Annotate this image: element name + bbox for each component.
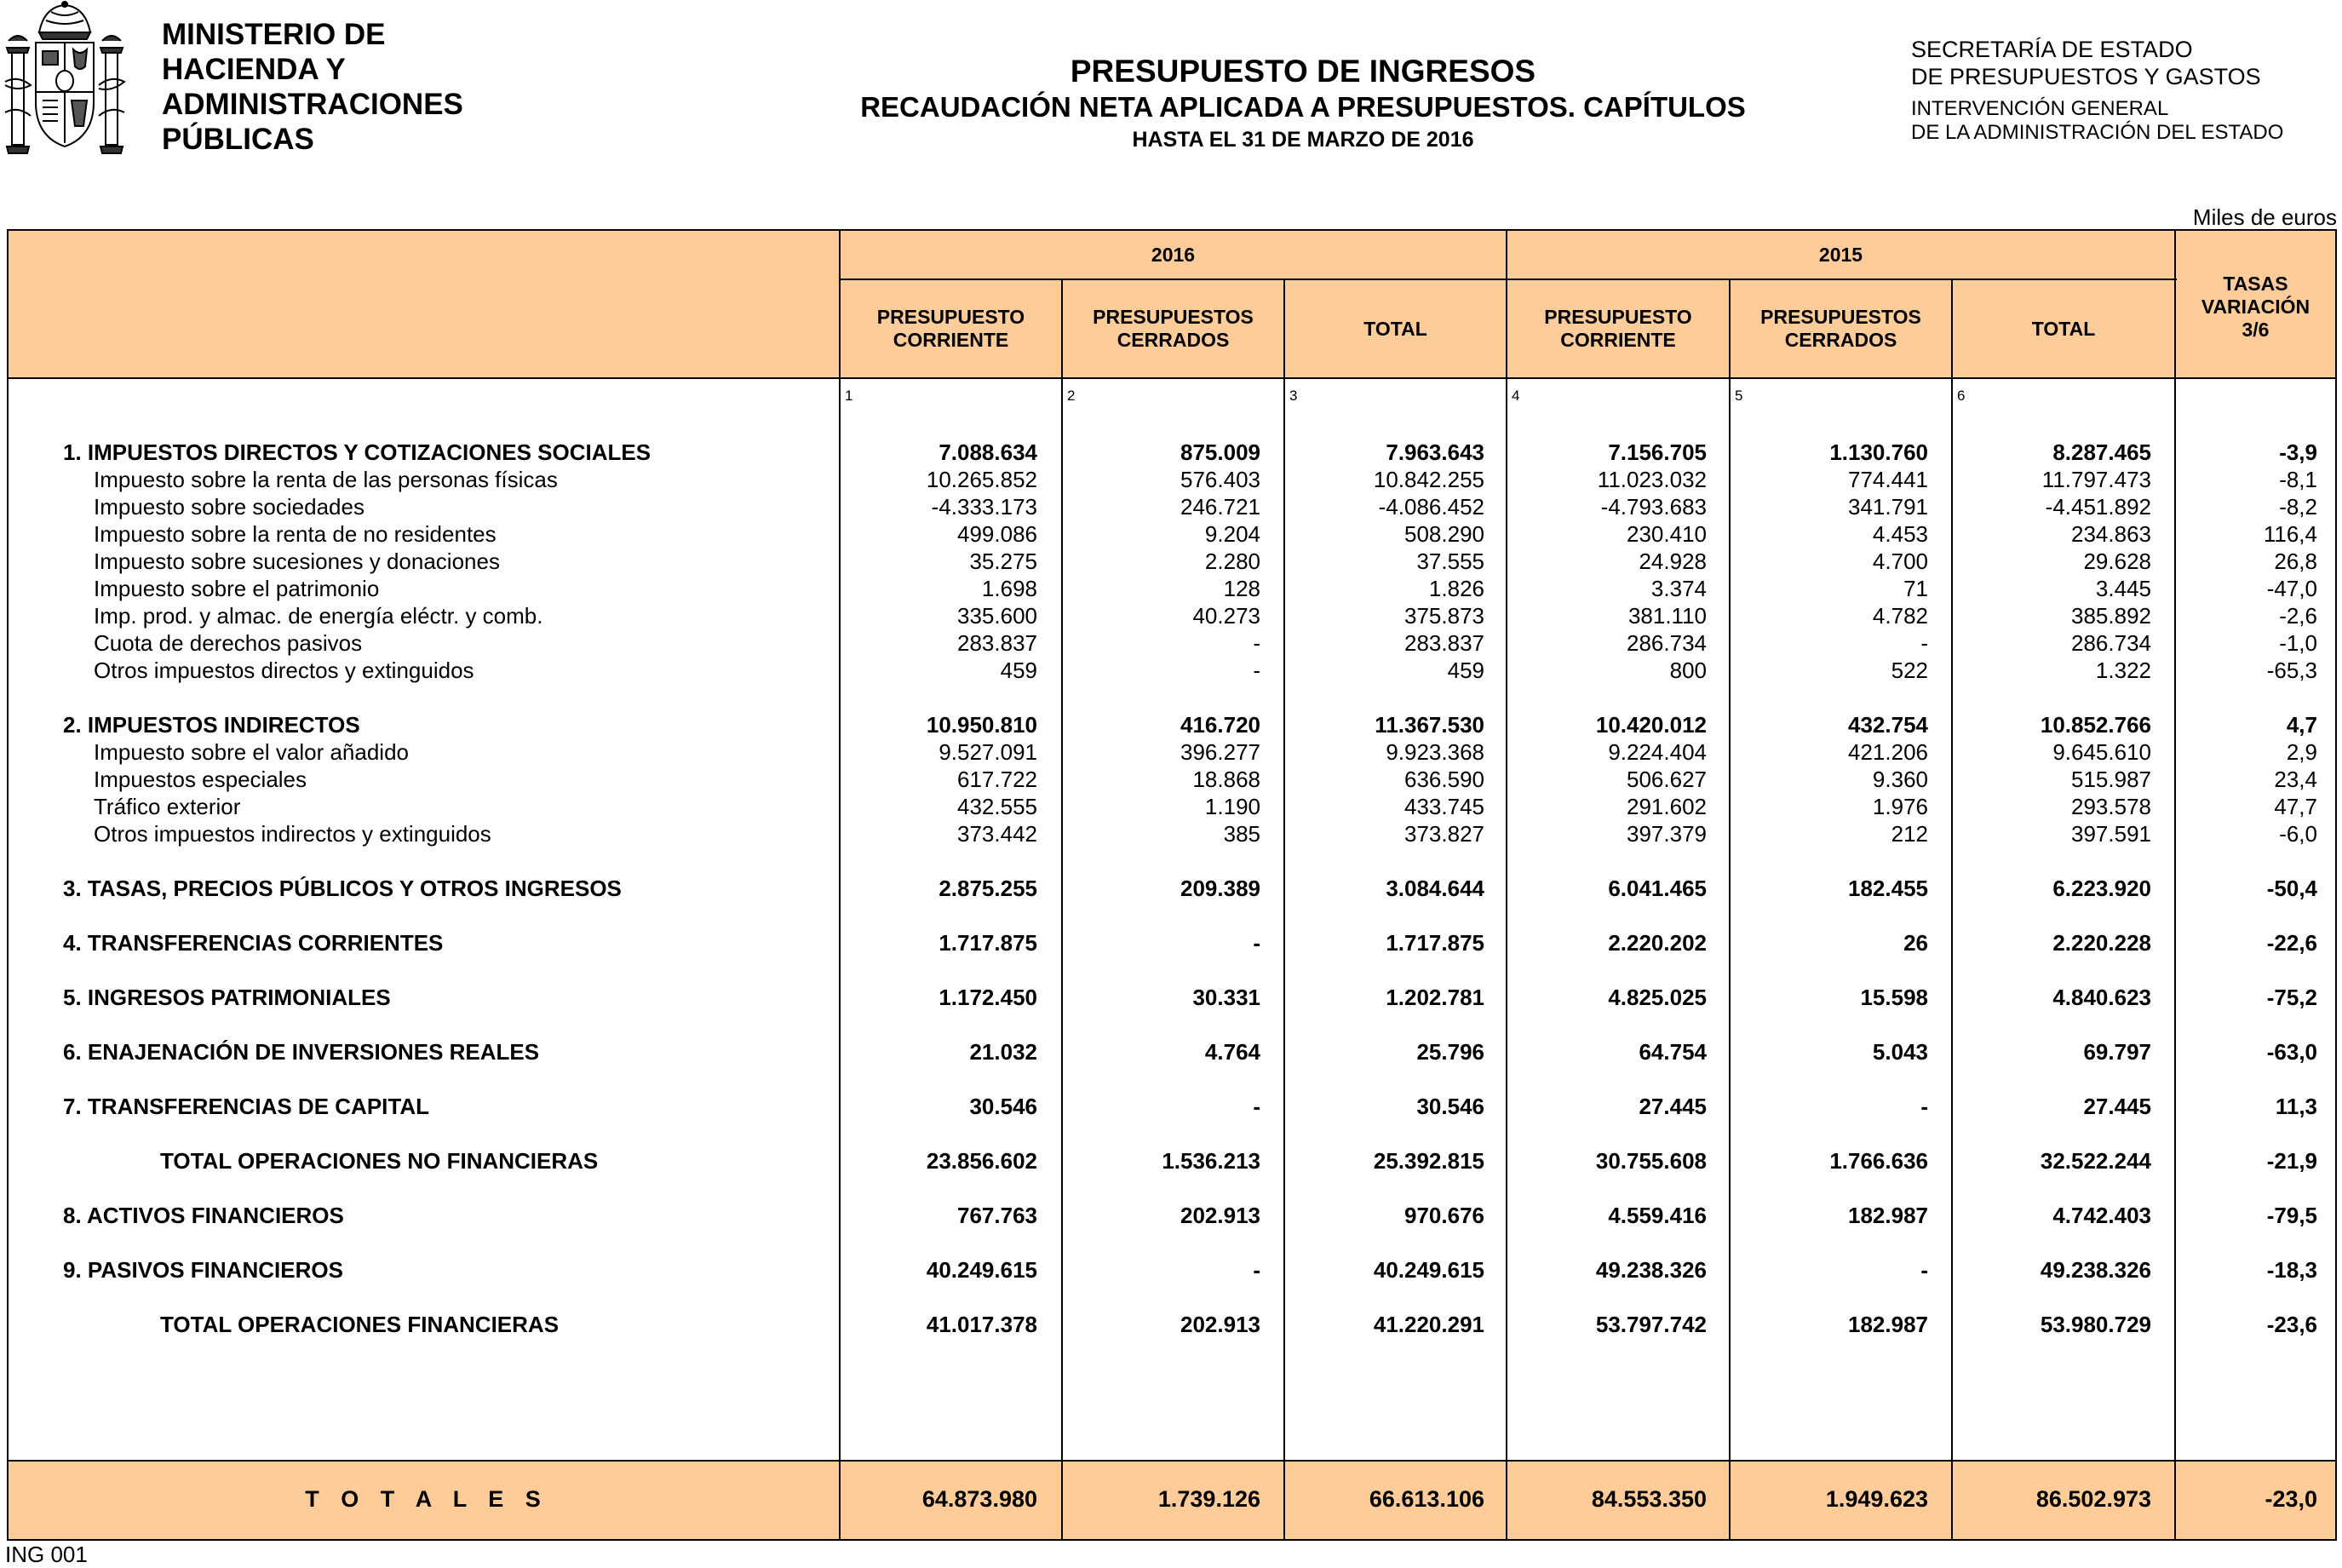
cell-value: 40.249.615	[1373, 1257, 1484, 1283]
cell-value: 385.892	[2071, 603, 2151, 629]
row-label: 8. ACTIVOS FINANCIEROS	[63, 1203, 344, 1228]
row-label: Cuota de derechos pasivos	[94, 630, 363, 656]
cell-value: 29.628	[2083, 549, 2151, 574]
cell-value: -4.086.452	[1378, 494, 1484, 520]
cell-value: 24.928	[1639, 549, 1707, 574]
column-header: PRESUPUESTOS CERRADOS	[1093, 306, 1254, 351]
cell-value: 875.009	[1180, 439, 1260, 465]
cell-value: 212	[1891, 821, 1928, 847]
cell-value: 6.041.465	[1608, 876, 1707, 901]
cell-value: 182.455	[1848, 876, 1928, 901]
document-code: ING 001	[5, 1542, 88, 1567]
column-number: 2	[1067, 388, 1076, 404]
cell-value: 335.600	[957, 603, 1037, 629]
cell-value: 234.863	[2071, 521, 2151, 547]
cell-value: -63,0	[2266, 1039, 2317, 1065]
column-header: PRESUPUESTOS CERRADOS	[1760, 306, 1921, 351]
row-label: Otros impuestos directos y extinguidos	[94, 658, 474, 683]
cell-value: 522	[1891, 658, 1928, 683]
cell-value: 1.202.781	[1386, 985, 1484, 1010]
cell-value: -	[1253, 658, 1260, 683]
secretaria-line: DE PRESUPUESTOS Y GASTOS	[1911, 64, 2261, 89]
table-row	[0, 1256, 2342, 1284]
cell-value: 970.676	[1404, 1203, 1484, 1228]
header-bottom-line	[9, 377, 2335, 379]
cell-value: 69.797	[2083, 1039, 2151, 1065]
cell-value: 25.796	[1416, 1039, 1484, 1065]
cell-value: 53.797.742	[1595, 1312, 1707, 1337]
cell-value: 49.238.326	[2040, 1257, 2151, 1283]
cell-value: 1.717.875	[1386, 930, 1484, 956]
table-row	[0, 1038, 2342, 1065]
cell-value: -22,6	[2266, 930, 2317, 956]
rate-column-header: TASAS VARIACIÓN 3/6	[2201, 272, 2310, 341]
cell-value: 397.379	[1627, 821, 1707, 847]
cell-value: 767.763	[957, 1203, 1037, 1228]
cell-value: 11,3	[2275, 1094, 2317, 1119]
row-label: 5. INGRESOS PATRIMONIALES	[63, 985, 391, 1010]
ministry-line: ADMINISTRACIONES	[162, 88, 463, 121]
table-row	[0, 1311, 2342, 1338]
cell-value: 116,4	[2263, 521, 2317, 547]
cell-value: -2,6	[2279, 603, 2317, 629]
cell-value: -6,0	[2279, 821, 2317, 847]
cell-value: 2.220.228	[2052, 930, 2151, 956]
row-label: Impuesto sobre el patrimonio	[94, 576, 380, 601]
cell-value: 1.322	[2095, 658, 2151, 683]
table-row	[0, 875, 2342, 902]
cell-value: 7.088.634	[939, 439, 1037, 465]
cell-value: 10.852.766	[2040, 712, 2151, 738]
total-value: 84.553.350	[1591, 1486, 1707, 1512]
cell-value: 293.578	[2071, 794, 2151, 819]
cell-value: 4.742.403	[2052, 1203, 2151, 1228]
row-label: 6. ENAJENACIÓN DE INVERSIONES REALES	[63, 1039, 540, 1065]
cell-value: 2,9	[2286, 739, 2317, 765]
cell-value: 4.825.025	[1608, 985, 1707, 1010]
cell-value: 71	[1903, 576, 1928, 601]
ministry-line: MINISTERIO DE	[162, 18, 386, 51]
cell-value: 1.536.213	[1162, 1148, 1260, 1174]
cell-value: 341.791	[1848, 494, 1928, 520]
cell-value: 40.273	[1192, 603, 1260, 629]
cell-value: 1.172.450	[939, 985, 1037, 1010]
cell-value: 9.204	[1204, 521, 1260, 547]
cell-value: 27.445	[1639, 1094, 1707, 1119]
totals-top-line	[9, 1460, 2335, 1462]
cell-value: 23.856.602	[926, 1148, 1037, 1174]
cell-value: 3.084.644	[1386, 876, 1484, 901]
row-label: TOTAL OPERACIONES FINANCIERAS	[160, 1312, 560, 1337]
cell-value: 1.826	[1428, 576, 1484, 601]
cell-value: 30.546	[1416, 1094, 1484, 1119]
cell-value: 30.331	[1192, 985, 1260, 1010]
table-row	[0, 575, 2342, 602]
cell-value: 385	[1223, 821, 1260, 847]
cell-value: 11.797.473	[2041, 467, 2151, 492]
cell-value: 15.598	[1860, 985, 1928, 1010]
table-row	[0, 793, 2342, 820]
row-label: TOTAL OPERACIONES NO FINANCIERAS	[160, 1148, 599, 1174]
cell-value: 432.555	[957, 794, 1037, 819]
cell-value: 202.913	[1180, 1312, 1260, 1337]
cell-value: 1.766.636	[1829, 1148, 1928, 1174]
cell-value: 6.223.920	[2052, 876, 2151, 901]
cell-value: 21.032	[969, 1039, 1037, 1065]
table-row	[0, 657, 2342, 684]
cell-value: -8,1	[2279, 467, 2317, 492]
table-row	[0, 820, 2342, 847]
cell-value: 2.875.255	[939, 876, 1037, 901]
cell-value: 37.555	[1416, 549, 1484, 574]
cell-value: -3,9	[2279, 439, 2317, 465]
cell-value: 3.445	[2095, 576, 2151, 601]
row-label: 9. PASIVOS FINANCIEROS	[63, 1257, 343, 1283]
column-number: 5	[1735, 388, 1743, 404]
cell-value: -	[1920, 630, 1928, 656]
total-value: 1.739.126	[1157, 1486, 1260, 1512]
cell-value: 283.837	[957, 630, 1037, 656]
cell-value: 1.717.875	[939, 930, 1037, 956]
cell-value: 27.445	[2083, 1094, 2151, 1119]
cell-value: -	[1920, 1257, 1928, 1283]
year-header-2015: 2015	[1818, 243, 1863, 266]
column-header: PRESUPUESTO CORRIENTE	[1544, 306, 1692, 351]
total-value: 64.873.980	[921, 1486, 1037, 1512]
cell-value: 230.410	[1627, 521, 1707, 547]
cell-value: 576.403	[1180, 467, 1260, 492]
cell-value: 32.522.244	[2040, 1148, 2151, 1174]
intervencion-line: INTERVENCIÓN GENERAL	[1911, 97, 2169, 120]
cell-value: 64.754	[1639, 1039, 1707, 1065]
cell-value: 373.827	[1404, 821, 1484, 847]
cell-value: -47,0	[2266, 576, 2317, 601]
table-row	[0, 1202, 2342, 1229]
units-label: Miles de euros	[2192, 204, 2337, 230]
cell-value: -	[1253, 930, 1260, 956]
cell-value: 25.392.815	[1373, 1148, 1484, 1174]
cell-value: 800	[1669, 658, 1707, 683]
cell-value: 209.389	[1180, 876, 1260, 901]
ministry-line: HACIENDA Y	[162, 53, 346, 86]
row-label: 2. IMPUESTOS INDIRECTOS	[63, 712, 360, 738]
page-title: PRESUPUESTO DE INGRESOS	[1070, 54, 1536, 89]
row-label: Imp. prod. y almac. de energía eléctr. y comb.	[94, 603, 543, 629]
row-label: 4. TRANSFERENCIAS CORRIENTES	[63, 930, 444, 956]
row-label: Impuesto sobre sociedades	[94, 494, 365, 520]
cell-value: 283.837	[1404, 630, 1484, 656]
cell-value: -65,3	[2266, 658, 2317, 683]
row-label: Impuesto sobre el valor añadido	[94, 739, 410, 765]
cell-value: 7.963.643	[1386, 439, 1484, 465]
total-value: 1.949.623	[1825, 1486, 1928, 1512]
cell-value: 1.976	[1872, 794, 1928, 819]
cell-value: 381.110	[1627, 603, 1707, 629]
cell-value: 416.720	[1180, 712, 1260, 738]
cell-value: 35.275	[969, 549, 1037, 574]
cell-value: 4.559.416	[1608, 1203, 1707, 1228]
cell-value: 2.220.202	[1608, 930, 1707, 956]
cell-value: 4.782	[1872, 603, 1928, 629]
column-number: 4	[1512, 388, 1520, 404]
cell-value: 432.754	[1848, 712, 1928, 738]
table-row	[0, 1147, 2342, 1175]
report-date: HASTA EL 31 DE MARZO DE 2016	[1132, 128, 1474, 152]
cell-value: 47,7	[2274, 794, 2317, 819]
table-row	[0, 520, 2342, 548]
cell-value: 4.700	[1872, 549, 1928, 574]
cell-value: 774.441	[1848, 467, 1928, 492]
cell-value: 202.913	[1180, 1203, 1260, 1228]
ministry-name	[162, 17, 463, 157]
cell-value: 4.764	[1204, 1039, 1260, 1065]
cell-value: 9.923.368	[1386, 739, 1484, 765]
cell-value: 459	[1000, 658, 1037, 683]
row-label: Impuesto sobre la renta de las personas físicas	[94, 467, 558, 492]
cell-value: 4.453	[1872, 521, 1928, 547]
table-row	[0, 738, 2342, 766]
cell-value: 499.086	[957, 521, 1037, 547]
secretaria-line: SECRETARÍA DE ESTADO	[1911, 37, 2193, 62]
intervencion-line: DE LA ADMINISTRACIÓN DEL ESTADO	[1911, 121, 2284, 144]
cell-value: 291.602	[1627, 794, 1707, 819]
cell-value: 5.043	[1872, 1039, 1928, 1065]
table-row	[0, 766, 2342, 793]
cell-value: 2.280	[1204, 549, 1260, 574]
table-row	[0, 984, 2342, 1011]
cell-value: -23,6	[2266, 1312, 2317, 1337]
cell-value: 636.590	[1404, 767, 1484, 792]
cell-value: 9.224.404	[1608, 739, 1707, 765]
cell-value: 286.734	[2071, 630, 2151, 656]
table-row	[0, 548, 2342, 575]
table-row	[0, 629, 2342, 657]
coat-of-arms-icon	[2, 0, 128, 162]
column-number: 6	[1957, 388, 1966, 404]
cell-value: 10.265.852	[926, 467, 1037, 492]
cell-value: 396.277	[1180, 739, 1260, 765]
row-label: Impuesto sobre la renta de no residentes	[94, 521, 497, 547]
column-header: PRESUPUESTO CORRIENTE	[876, 306, 1025, 351]
column-header: TOTAL	[2031, 317, 2096, 340]
cell-value: -18,3	[2266, 1257, 2317, 1283]
table-row	[0, 493, 2342, 520]
cell-value: 40.249.615	[926, 1257, 1037, 1283]
cell-value: -79,5	[2266, 1203, 2317, 1228]
cell-value: 10.842.255	[1373, 467, 1484, 492]
cell-value: -50,4	[2266, 876, 2317, 901]
cell-value: 433.745	[1404, 794, 1484, 819]
total-value: -23,0	[2265, 1486, 2317, 1512]
row-label: 7. TRANSFERENCIAS DE CAPITAL	[63, 1094, 429, 1119]
cell-value: 182.987	[1848, 1312, 1928, 1337]
row-label: Impuesto sobre sucesiones y donaciones	[94, 549, 500, 574]
total-value: 86.502.973	[2035, 1486, 2151, 1512]
cell-value: -4.793.683	[1600, 494, 1707, 520]
column-number: 3	[1289, 388, 1298, 404]
cell-value: 1.698	[981, 576, 1037, 601]
cell-value: 11.023.032	[1597, 467, 1707, 492]
cell-value: 23,4	[2274, 767, 2317, 792]
cell-value: 4,7	[2286, 712, 2317, 738]
cell-value: 9.360	[1872, 767, 1928, 792]
cell-value: 1.190	[1204, 794, 1260, 819]
row-label: Otros impuestos indirectos y extinguidos	[94, 821, 491, 847]
total-value: 66.613.106	[1369, 1486, 1484, 1512]
totals-row	[0, 1482, 2342, 1516]
cell-value: 286.734	[1627, 630, 1707, 656]
year-header-2016: 2016	[1151, 243, 1196, 266]
cell-value: -1,0	[2279, 630, 2317, 656]
cell-value: 508.290	[1404, 521, 1484, 547]
secretaria-block	[1911, 36, 2261, 90]
cell-value: 421.206	[1848, 739, 1928, 765]
cell-value: -	[1253, 1094, 1260, 1119]
cell-value: -4.333.173	[931, 494, 1037, 520]
cell-value: 41.017.378	[926, 1312, 1037, 1337]
table-row	[0, 439, 2342, 466]
cell-value: 9.527.091	[939, 739, 1037, 765]
table-row	[0, 466, 2342, 493]
column-header: TOTAL	[1363, 317, 1427, 340]
cell-value: 3.374	[1650, 576, 1707, 601]
page-subtitle: RECAUDACIÓN NETA APLICADA A PRESUPUESTOS. CAPÍTULOS	[860, 91, 1746, 123]
cell-value: -	[1920, 1094, 1928, 1119]
cell-value: 375.873	[1404, 603, 1484, 629]
cell-value: 41.220.291	[1373, 1312, 1484, 1337]
intervencion-block	[1911, 97, 2283, 145]
row-label: Tráfico exterior	[94, 794, 241, 819]
cell-value: 30.546	[969, 1094, 1037, 1119]
cell-value: -21,9	[2266, 1148, 2317, 1174]
cell-value: 506.627	[1627, 767, 1707, 792]
row-label: Impuestos especiales	[94, 767, 307, 792]
cell-value: -	[1253, 1257, 1260, 1283]
cell-value: 10.950.810	[926, 712, 1037, 738]
cell-value: 4.840.623	[2052, 985, 2151, 1010]
cell-value: 1.130.760	[1829, 439, 1928, 465]
cell-value: -4.451.892	[2045, 494, 2151, 520]
table-row	[0, 929, 2342, 956]
cell-value: 18.868	[1192, 767, 1260, 792]
cell-value: 8.287.465	[2052, 439, 2151, 465]
cell-value: 515.987	[2071, 767, 2151, 792]
cell-value: -8,2	[2279, 494, 2317, 520]
cell-value: 26	[1903, 930, 1928, 956]
cell-value: 10.420.012	[1595, 712, 1707, 738]
row-label: 1. IMPUESTOS DIRECTOS Y COTIZACIONES SOCIALES	[63, 439, 652, 465]
cell-value: 7.156.705	[1608, 439, 1707, 465]
cell-value: 397.591	[2071, 821, 2151, 847]
cell-value: 128	[1223, 576, 1260, 601]
cell-value: -75,2	[2266, 985, 2317, 1010]
table-row	[0, 1093, 2342, 1120]
cell-value: -	[1253, 630, 1260, 656]
ministry-line: PÚBLICAS	[162, 123, 314, 156]
table-row	[0, 711, 2342, 738]
cell-value: 11.367.530	[1375, 712, 1484, 738]
column-number: 1	[845, 388, 853, 404]
row-label: 3. TASAS, PRECIOS PÚBLICOS Y OTROS INGRESOS	[63, 876, 622, 901]
cell-value: 53.980.729	[2040, 1312, 2151, 1337]
cell-value: 182.987	[1848, 1203, 1928, 1228]
cell-value: 26,8	[2274, 549, 2317, 574]
cell-value: 30.755.608	[1595, 1148, 1707, 1174]
report-titles	[664, 53, 1942, 155]
cell-value: 49.238.326	[1595, 1257, 1707, 1283]
cell-value: 373.442	[957, 821, 1037, 847]
cell-value: 459	[1447, 658, 1484, 683]
cell-value: 9.645.610	[2052, 739, 2151, 765]
cell-value: 246.721	[1180, 494, 1260, 520]
table-row	[0, 602, 2342, 629]
cell-value: 617.722	[957, 767, 1037, 792]
totals-label: T O T A L E S	[305, 1486, 548, 1512]
